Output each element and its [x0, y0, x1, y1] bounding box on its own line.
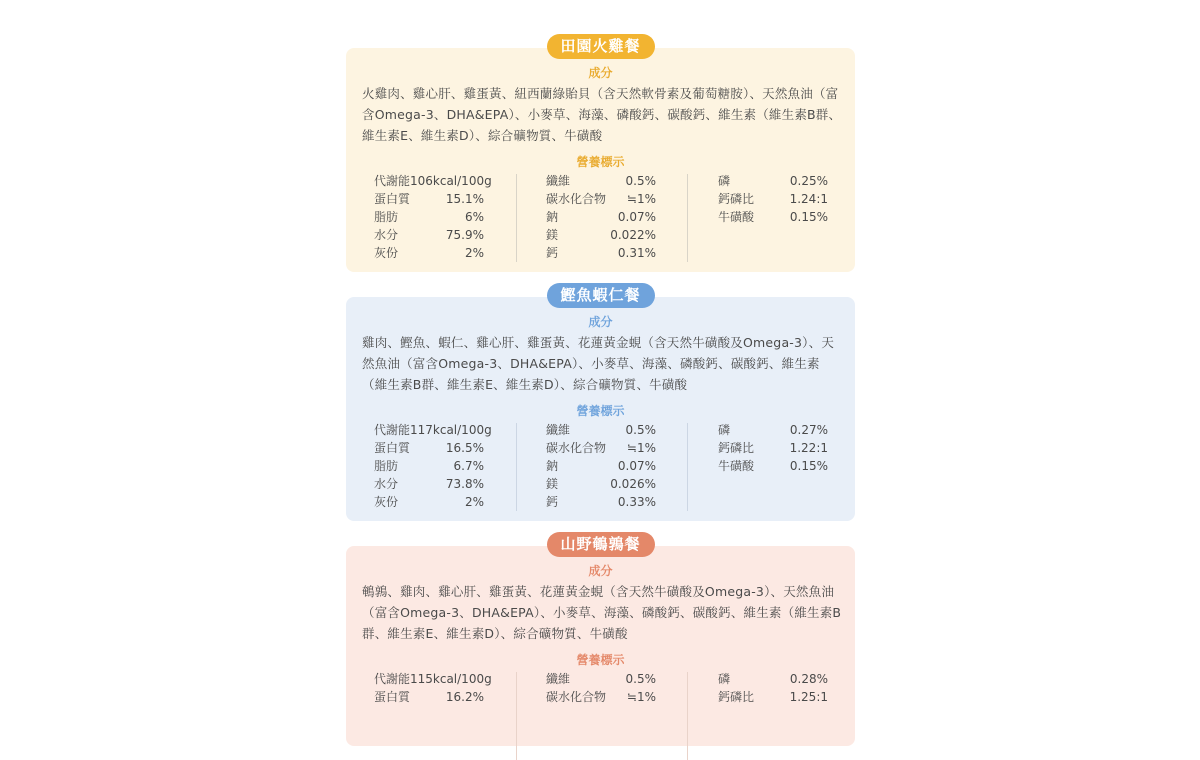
nutrient-value: ≒1% [626, 690, 656, 704]
ingredients-heading: 成分 [588, 66, 613, 80]
nutrition-column [374, 670, 492, 706]
nutrition-row [546, 208, 656, 226]
nutrient-label: 代謝能115kcal/100g [374, 672, 492, 686]
nutrient-label: 鈣 [546, 495, 559, 509]
nutrition-row [718, 172, 828, 190]
nutrition-column [718, 421, 828, 475]
column-divider [687, 672, 688, 760]
ingredients-text: 鵪鶉、雞肉、雞心肝、雞蛋黃、花蓮黃金蜆（含天然牛磺酸及Omega-3）、天然魚油（富含Omega-3、DHA&EPA）、小麥草、海藻、磷酸鈣、碳酸鈣、維生素（維生素B群、維生素E、維生素D）、綜合礦物質、牛磺酸 [362, 584, 842, 641]
nutrition-row [374, 172, 492, 190]
nutrient-value: 16.5% [445, 441, 484, 455]
nutrition-column [546, 172, 656, 262]
nutrient-label: 牛磺酸 [718, 210, 755, 224]
nutrition-row [546, 493, 656, 511]
nutrient-value: 0.28% [789, 672, 828, 686]
nutrient-label: 鎂 [546, 228, 559, 242]
nutrient-label: 代謝能117kcal/100g [374, 423, 492, 437]
nutrition-row [718, 421, 828, 439]
nutrition-row [374, 226, 484, 244]
nutrient-value: 1.24:1 [789, 192, 828, 206]
nutrition-row [374, 457, 484, 475]
nutrition-row [374, 688, 484, 706]
column-divider [516, 672, 517, 760]
nutrient-value: 1.25:1 [789, 690, 828, 704]
nutrient-label: 纖維 [546, 672, 571, 686]
nutrition-row [718, 208, 828, 226]
nutrient-label: 磷 [718, 423, 731, 437]
nutrient-label: 蛋白質 [374, 441, 411, 455]
nutrition-row [718, 670, 828, 688]
nutrient-value: 16.2% [445, 690, 484, 704]
nutrient-value: 0.15% [789, 210, 828, 224]
nutrition-row [374, 244, 484, 262]
nutrition-row [546, 439, 656, 457]
nutrient-value: 6% [464, 210, 484, 224]
nutrient-label: 水分 [374, 228, 399, 242]
nutrition-row [718, 688, 828, 706]
nutrition-heading: 營養標示 [576, 404, 625, 418]
nutrient-label: 鈉 [546, 210, 559, 224]
nutrition-row [546, 457, 656, 475]
nutrient-label: 蛋白質 [374, 690, 411, 704]
nutrition-row [546, 475, 656, 493]
nutrition-row [374, 421, 492, 439]
nutrient-label: 牛磺酸 [718, 459, 755, 473]
nutrition-row [374, 475, 484, 493]
nutrition-row [374, 190, 484, 208]
nutrition-row [546, 172, 656, 190]
nutrition-heading: 營養標示 [576, 653, 625, 667]
nutrient-value: ≒1% [626, 192, 656, 206]
nutrient-label: 鈣 [546, 246, 559, 260]
nutrition-row [718, 190, 828, 208]
nutrient-label: 灰份 [374, 246, 399, 260]
nutrient-label: 脂肪 [374, 210, 399, 224]
nutrition-column [546, 670, 656, 706]
product-title-badge: 田園火雞餐 [546, 34, 654, 59]
nutrient-value: 1.22:1 [789, 441, 828, 455]
nutrient-value: 0.5% [625, 672, 656, 686]
nutrient-label: 鈣磷比 [718, 192, 755, 206]
nutrient-label: 纖維 [546, 423, 571, 437]
nutrition-row [374, 670, 492, 688]
nutrient-value: 15.1% [445, 192, 484, 206]
nutrient-label: 磷 [718, 174, 731, 188]
nutrient-value: 0.15% [789, 459, 828, 473]
product-card-bonito [346, 286, 855, 521]
nutrition-row [374, 493, 484, 511]
nutrient-value: 0.25% [789, 174, 828, 188]
nutrition-row [374, 439, 484, 457]
nutrient-label: 水分 [374, 477, 399, 491]
nutrient-label: 脂肪 [374, 459, 399, 473]
nutrient-label: 磷 [718, 672, 731, 686]
ingredients-text: 雞肉、鰹魚、蝦仁、雞心肝、雞蛋黃、花蓮黃金蜆（含天然牛磺酸及Omega-3）、天然魚油（富含Omega-3、DHA&EPA）、小麥草、海藻、磷酸鈣、碳酸鈣、維生素（維生素B群、維生素E、維生素D）、綜合礦物質、牛磺酸 [362, 335, 835, 392]
nutrient-value: 0.27% [789, 423, 828, 437]
product-title-badge: 鰹魚蝦仁餐 [546, 283, 654, 308]
nutrient-label: 代謝能106kcal/100g [374, 174, 492, 188]
ingredients-text: 火雞肉、雞心肝、雞蛋黃、紐西蘭綠貽貝（含天然軟骨素及葡萄糖胺）、天然魚油（富含Omega-3、DHA&EPA）、小麥草、海藻、磷酸鈣、碳酸鈣、維生素（維生素B群、維生素E、維生素D）、綜合礦物質、牛磺酸 [362, 86, 842, 143]
nutrition-column [718, 670, 828, 706]
nutrient-label: 碳水化合物 [546, 441, 607, 455]
column-divider [516, 423, 517, 511]
nutrient-label: 鈉 [546, 459, 559, 473]
nutrition-column [374, 172, 492, 262]
ingredients-heading: 成分 [588, 564, 613, 578]
nutrient-label: 蛋白質 [374, 192, 411, 206]
nutrient-value: ≒1% [626, 441, 656, 455]
nutrition-row [546, 421, 656, 439]
nutrient-label: 鎂 [546, 477, 559, 491]
nutrient-value: 0.026% [610, 477, 656, 491]
nutrient-value: 0.5% [625, 174, 656, 188]
nutrient-value: 0.07% [617, 459, 656, 473]
nutrient-value: 75.9% [445, 228, 484, 242]
nutrition-heading: 營養標示 [576, 155, 625, 169]
nutrition-row [718, 457, 828, 475]
nutrition-row [718, 439, 828, 457]
nutrient-value: 0.5% [625, 423, 656, 437]
nutrient-value: 0.33% [617, 495, 656, 509]
nutrition-row [546, 688, 656, 706]
product-card-turkey [346, 37, 855, 272]
nutrition-row [374, 208, 484, 226]
nutrient-value: 0.022% [610, 228, 656, 242]
nutrient-value: 2% [464, 246, 484, 260]
nutrition-column [374, 421, 492, 511]
nutrient-label: 鈣磷比 [718, 690, 755, 704]
nutrient-label: 碳水化合物 [546, 192, 607, 206]
column-divider [516, 174, 517, 262]
nutrient-value: 2% [464, 495, 484, 509]
nutrient-value: 73.8% [445, 477, 484, 491]
nutrition-row [546, 190, 656, 208]
nutrition-column [546, 421, 656, 511]
product-card-quail [346, 535, 855, 746]
nutrient-label: 鈣磷比 [718, 441, 755, 455]
nutrient-label: 碳水化合物 [546, 690, 607, 704]
nutrition-column [718, 172, 828, 226]
nutrition-row [546, 226, 656, 244]
nutrient-value: 0.07% [617, 210, 656, 224]
nutrient-value: 6.7% [453, 459, 484, 473]
nutrient-label: 纖維 [546, 174, 571, 188]
product-title-badge: 山野鵪鶉餐 [546, 532, 654, 557]
column-divider [687, 423, 688, 511]
nutrition-row [546, 244, 656, 262]
ingredients-heading: 成分 [588, 315, 613, 329]
nutrient-label: 灰份 [374, 495, 399, 509]
column-divider [687, 174, 688, 262]
nutrient-value: 0.31% [617, 246, 656, 260]
nutrition-row [546, 670, 656, 688]
